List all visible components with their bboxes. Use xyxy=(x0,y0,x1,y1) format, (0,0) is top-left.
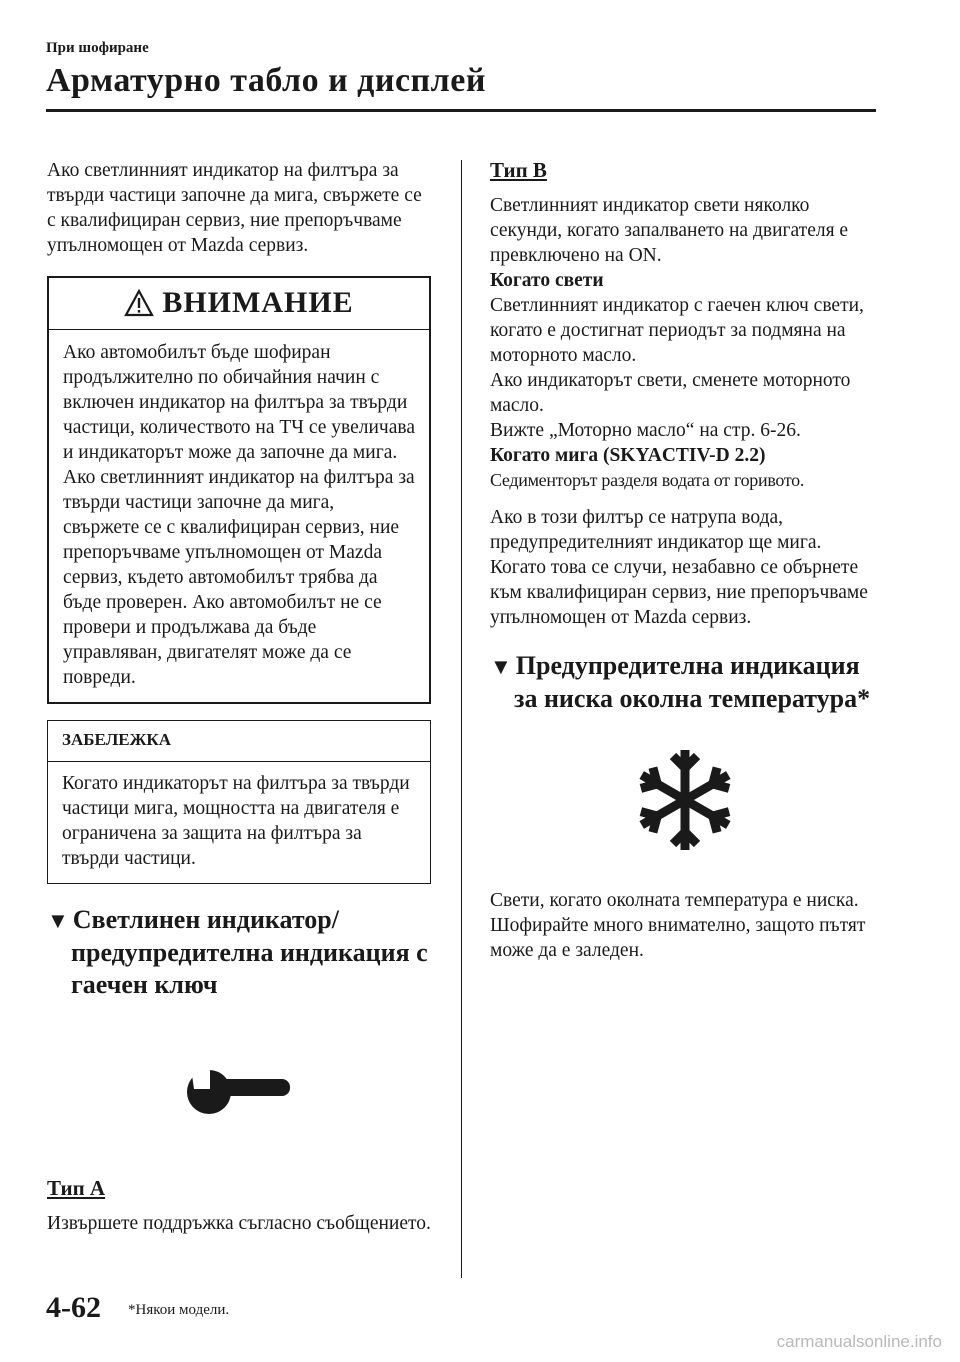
wrench-heading-text: Светлинен индикатор/ предупредителна индикация с гаечен ключ xyxy=(71,905,428,999)
when-flash-text: Седиментoрът разделя водата от горивото. xyxy=(490,470,805,490)
left-column xyxy=(47,158,431,1236)
right-column xyxy=(490,158,880,963)
low-temp-text-1: Свети, когато околната температура е ниска. xyxy=(490,890,859,911)
see-reference-text: Вижте „Моторно масло“ на стр. 6-26. xyxy=(490,420,801,441)
type-b-label: Тип B xyxy=(490,158,547,182)
note-text: Когато индикаторът на филтъра за твърди частици мига, мощността на двигателя е ограничена за защита на филтъра за твърди частици. xyxy=(62,773,410,869)
type-a-text: Извършете поддръжка съгласно съобщението. xyxy=(47,1213,431,1234)
low-temp-text-2: Шофирайте много внимателно, защото пътят може да е заледен. xyxy=(490,915,866,961)
intro-paragraph: Ако светлинният индикатор на филтъра за твърди частици започне да мига, свържете се с квалифициран сервиз, ние препоръчваме упълномощен от Mazda сервиз. xyxy=(47,160,422,256)
header-rule xyxy=(46,109,876,112)
note-title: ЗАБЕЛЕЖКА xyxy=(48,721,430,762)
watermark: carmanualsonline.info xyxy=(776,1332,942,1351)
low-temp-heading-text: Предупредителна индикация за ниска околна температура* xyxy=(514,651,871,713)
type-a-block xyxy=(47,1176,431,1236)
warning-text: Ако автомобилът бъде шофиран продължително по обичайния начин с включен индикатор на филтъра за твърди частици, количеството на ТЧ се увеличава и индикаторът може да започне да мига. Ако светлинният индикатор на филтъра за твърди частици започне да мига, свържете се с квалифициран сервиз, ние препоръчваме упълномощен от Mazda сервиз, където автомобилът трябва да бъде проверен. Ако автомобилът не се провери и продължава да бъде управляван, двигателят може да се повреди. xyxy=(63,342,415,688)
snowflake-icon xyxy=(630,745,740,855)
type-a-label: Тип A xyxy=(47,1176,106,1200)
note-box xyxy=(47,720,431,884)
wrench-indicator-heading xyxy=(47,904,431,1001)
warning-body xyxy=(49,330,429,702)
when-lit-text: Светлинният индикатор с гаечен ключ свети, когато е достигнат периодът за подмяна на моторното масло. xyxy=(490,295,864,366)
note-body xyxy=(48,762,430,883)
when-lit-title: Когато свети xyxy=(490,270,604,291)
type-b-text: Светлинният индикатор свети няколко секунди, когато запалването на двигателя е превключено на ON. xyxy=(490,195,849,266)
water-warning-text: Ако в този филтър се натрупа вода, предупредителният индикатор ще мига. Когато това се случи, незабавно се обърнете към квалифициран сервиз, ние препоръчваме упълномощен от Mazda сервиз. xyxy=(490,507,868,628)
warning-box xyxy=(47,276,431,704)
chapter-title: Арматурно табло и дисплей xyxy=(46,62,486,99)
wrench-icon xyxy=(182,1059,292,1119)
change-oil-text: Ако индикаторът свети, сменете моторното масло. xyxy=(490,370,851,416)
triangle-bullet-icon: ▼ xyxy=(490,654,512,679)
warning-title: ВНИМАНИЕ xyxy=(162,286,354,319)
page-number: 4-62 xyxy=(46,1291,101,1324)
footnote: *Някои модели. xyxy=(128,1302,230,1318)
section-label: При шофиране xyxy=(46,40,149,56)
warning-header xyxy=(49,278,429,330)
warning-triangle-icon xyxy=(124,289,154,317)
low-temp-heading xyxy=(490,650,880,715)
triangle-bullet-icon: ▼ xyxy=(47,908,69,933)
column-divider xyxy=(461,160,462,1278)
when-flash-title: Когато мига (SKYACTIV-D 2.2) xyxy=(490,445,766,466)
